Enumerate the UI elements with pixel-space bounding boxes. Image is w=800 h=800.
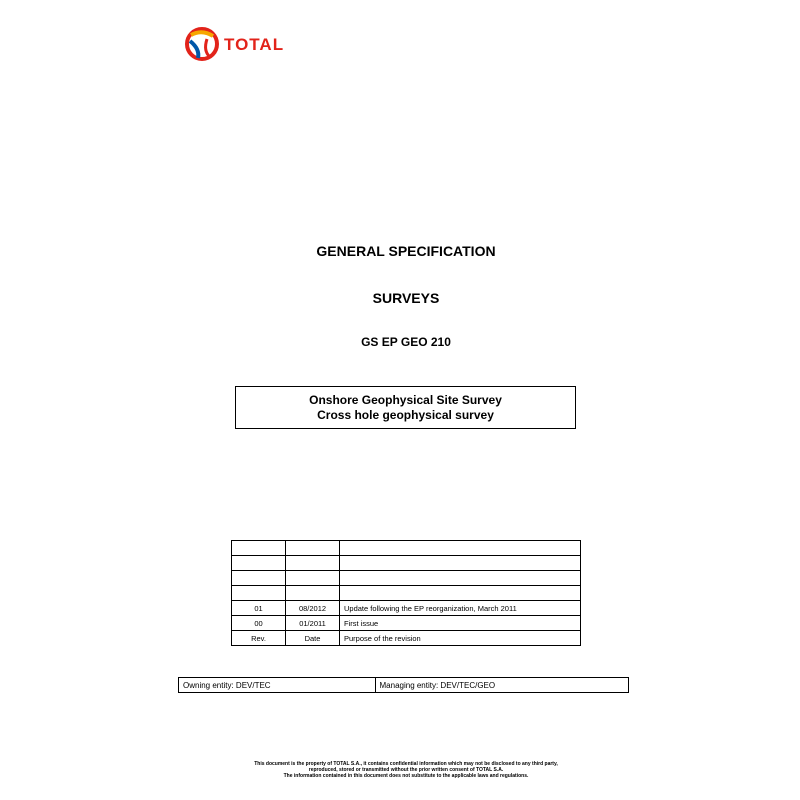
total-logo-icon [185,27,219,61]
title-line-1: Onshore Geophysical Site Survey [309,393,502,407]
table-cell [286,556,340,571]
table-cell [232,571,286,586]
table-row [232,541,581,556]
revision-purpose: Update following the EP reorganization, March 2011 [340,601,581,616]
column-header-purpose: Purpose of the revision [340,631,581,646]
confidentiality-footer [0,761,800,779]
table-row [232,571,581,586]
table-cell [286,571,340,586]
table-cell [232,541,286,556]
footer-line-1: This document is the property of TOTAL S.A., it contains confidential information which may not be disclosed to any third party, [254,761,558,767]
table-cell [340,586,581,601]
entity-table [178,677,629,693]
reference-heading: GS EP GEO 210 [361,335,451,349]
table-row [232,586,581,601]
owning-entity: Owning entity: DEV/TEC [179,678,376,693]
total-logo-text: TOTAL [224,35,285,54]
table-row [232,601,581,616]
category-heading: SURVEYS [372,290,440,306]
table-row [232,556,581,571]
revision-number: 00 [232,616,286,631]
table-cell [232,586,286,601]
footer-line-3: The information contained in this document does not substitute to the applicable laws and regulations. [283,773,529,779]
title-box [235,386,576,429]
column-header-date: Date [286,631,340,646]
revision-number: 01 [232,601,286,616]
table-cell [340,541,581,556]
revision-date: 01/2011 [286,616,340,631]
revision-date: 08/2012 [286,601,340,616]
revision-purpose: First issue [340,616,581,631]
table-row [232,616,581,631]
table-cell [340,556,581,571]
footer-line-2: reproduced, stored or transmitted without the prior written consent of TOTAL S.A. [308,767,504,773]
total-logo [185,27,284,61]
title-line-2: Cross hole geophysical survey [317,408,494,422]
revision-table [231,540,581,646]
column-header-rev: Rev. [232,631,286,646]
table-cell [340,571,581,586]
table-header-row [232,631,581,646]
table-cell [286,541,340,556]
table-cell [232,556,286,571]
table-cell [286,586,340,601]
managing-entity: Managing entity: DEV/TEC/GEO [375,678,629,693]
table-row [179,678,629,693]
document-type-heading: GENERAL SPECIFICATION [316,243,496,259]
